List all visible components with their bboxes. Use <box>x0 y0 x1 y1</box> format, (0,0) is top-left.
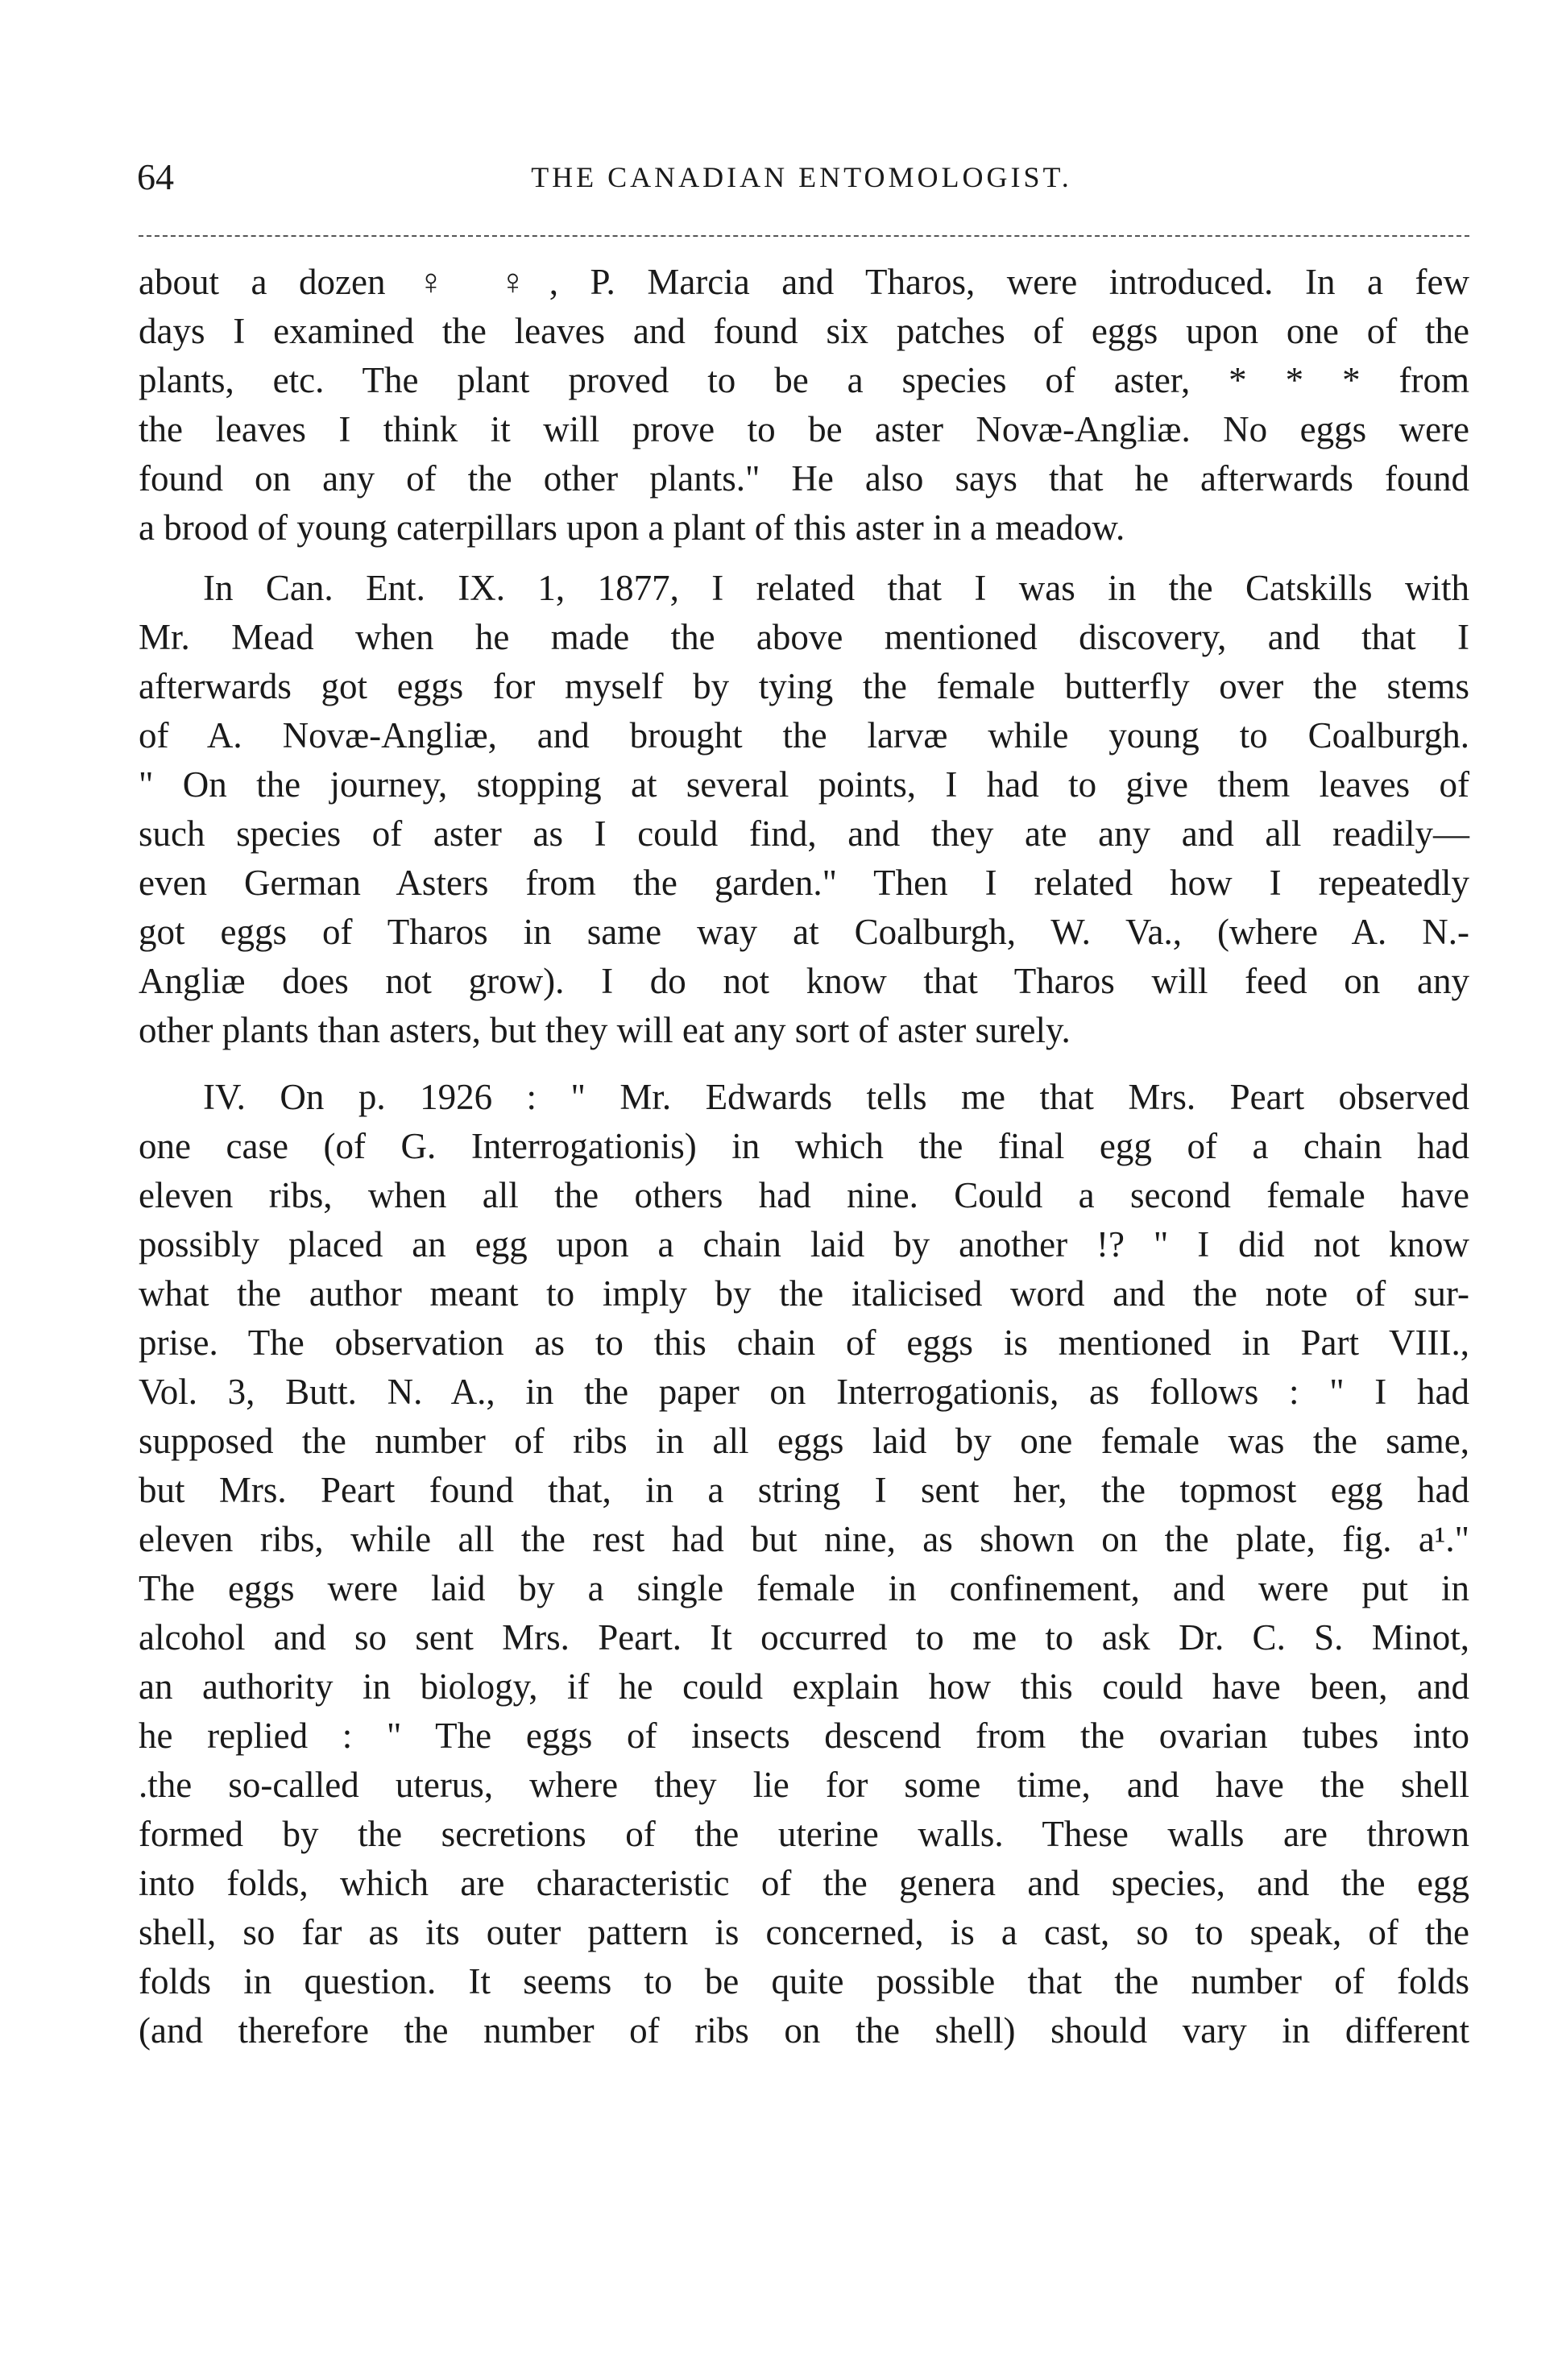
text-line: possibly placed an egg upon a chain laid by another !? " I did not know <box>139 1224 1469 1265</box>
text-line: plants, etc. The plant proved to be a species of aster, * * * from <box>139 360 1469 400</box>
page-number: 64 <box>137 156 174 197</box>
text-line: other plants than asters, but they will eat any sort of aster surely. <box>139 1010 1071 1050</box>
text-line: Angliæ does not grow). I do not know that Tharos will feed on any <box>139 961 1469 1001</box>
text-line: the leaves I think it will prove to be aster Novæ-Angliæ. No eggs were <box>139 409 1469 449</box>
text-line: of A. Novæ-Angliæ, and brought the larvæ while young to Coalburgh. <box>139 715 1469 755</box>
text-line: he replied : " The eggs of insects descend from the ovarian tubes into <box>139 1716 1469 1756</box>
text-line: IV. On p. 1926 : " Mr. Edwards tells me that Mrs. Peart observed <box>203 1077 1469 1117</box>
text-line: eleven ribs, while all the rest had but nine, as shown on the plate, fig. a¹." <box>139 1519 1469 1559</box>
text-line: such species of aster as I could find, and they ate any and all readily— <box>139 813 1469 854</box>
text-line: what the author meant to imply by the italicised word and the note of sur- <box>139 1273 1469 1314</box>
text-line: even German Asters from the garden." Then I related how I repeatedly <box>139 863 1469 903</box>
text-line: .the so-called uterus, where they lie for some time, and have the shell <box>139 1765 1469 1805</box>
text-line: days I examined the leaves and found six patches of eggs upon one of the <box>139 311 1469 351</box>
text-line: Vol. 3, Butt. N. A., in the paper on Interrogationis, as follows : " I had <box>139 1372 1469 1412</box>
text-line: shell, so far as its outer pattern is concerned, is a cast, so to speak, of the <box>139 1912 1469 1952</box>
text-line: (and therefore the number of ribs on the shell) should vary in different <box>139 2010 1469 2051</box>
text-line: supposed the number of ribs in all eggs laid by one female was the same, <box>139 1421 1469 1461</box>
text-line: " On the journey, stopping at several points, I had to give them leaves of <box>139 764 1469 805</box>
text-line: found on any of the other plants." He also says that he afterwards found <box>139 458 1469 499</box>
text-line: an authority in biology, if he could explain how this could have been, and <box>139 1666 1469 1707</box>
text-line: folds in question. It seems to be quite possible that the number of folds <box>139 1961 1469 2001</box>
text-line: prise. The observation as to this chain of eggs is mentioned in Part VIII., <box>139 1322 1469 1363</box>
text-line: In Can. Ent. IX. 1, 1877, I related that I was in the Catskills with <box>203 568 1469 608</box>
text-line: alcohol and so sent Mrs. Peart. It occurred to me to ask Dr. C. S. Minot, <box>139 1617 1469 1658</box>
text-line: got eggs of Tharos in same way at Coalburgh, W. Va., (where A. N.- <box>139 912 1469 952</box>
header-rule <box>139 235 1469 237</box>
text-line: about a dozen ♀ ♀, P. Marcia and Tharos, were introduced. In a few <box>139 262 1469 302</box>
journal-title: THE CANADIAN ENTOMOLOGIST. <box>531 161 1072 193</box>
body-text <box>139 258 1469 2055</box>
text-line: formed by the secretions of the uterine walls. These walls are thrown <box>139 1814 1469 1854</box>
text-line: one case (of G. Interrogationis) in which the final egg of a chain had <box>139 1126 1469 1166</box>
text-line: but Mrs. Peart found that, in a string I sent her, the topmost egg had <box>139 1470 1469 1510</box>
text-line: afterwards got eggs for myself by tying the female butterfly over the stems <box>139 666 1469 706</box>
text-line: Mr. Mead when he made the above mentioned discovery, and that I <box>139 617 1469 657</box>
text-line: The eggs were laid by a single female in confinement, and were put in <box>139 1568 1469 1608</box>
text-line: into folds, which are characteristic of the genera and species, and the egg <box>139 1863 1469 1903</box>
text-line: eleven ribs, when all the others had nine. Could a second female have <box>139 1175 1469 1215</box>
text-line: a brood of young caterpillars upon a plant of this aster in a meadow. <box>139 507 1125 548</box>
running-head <box>137 153 1466 201</box>
